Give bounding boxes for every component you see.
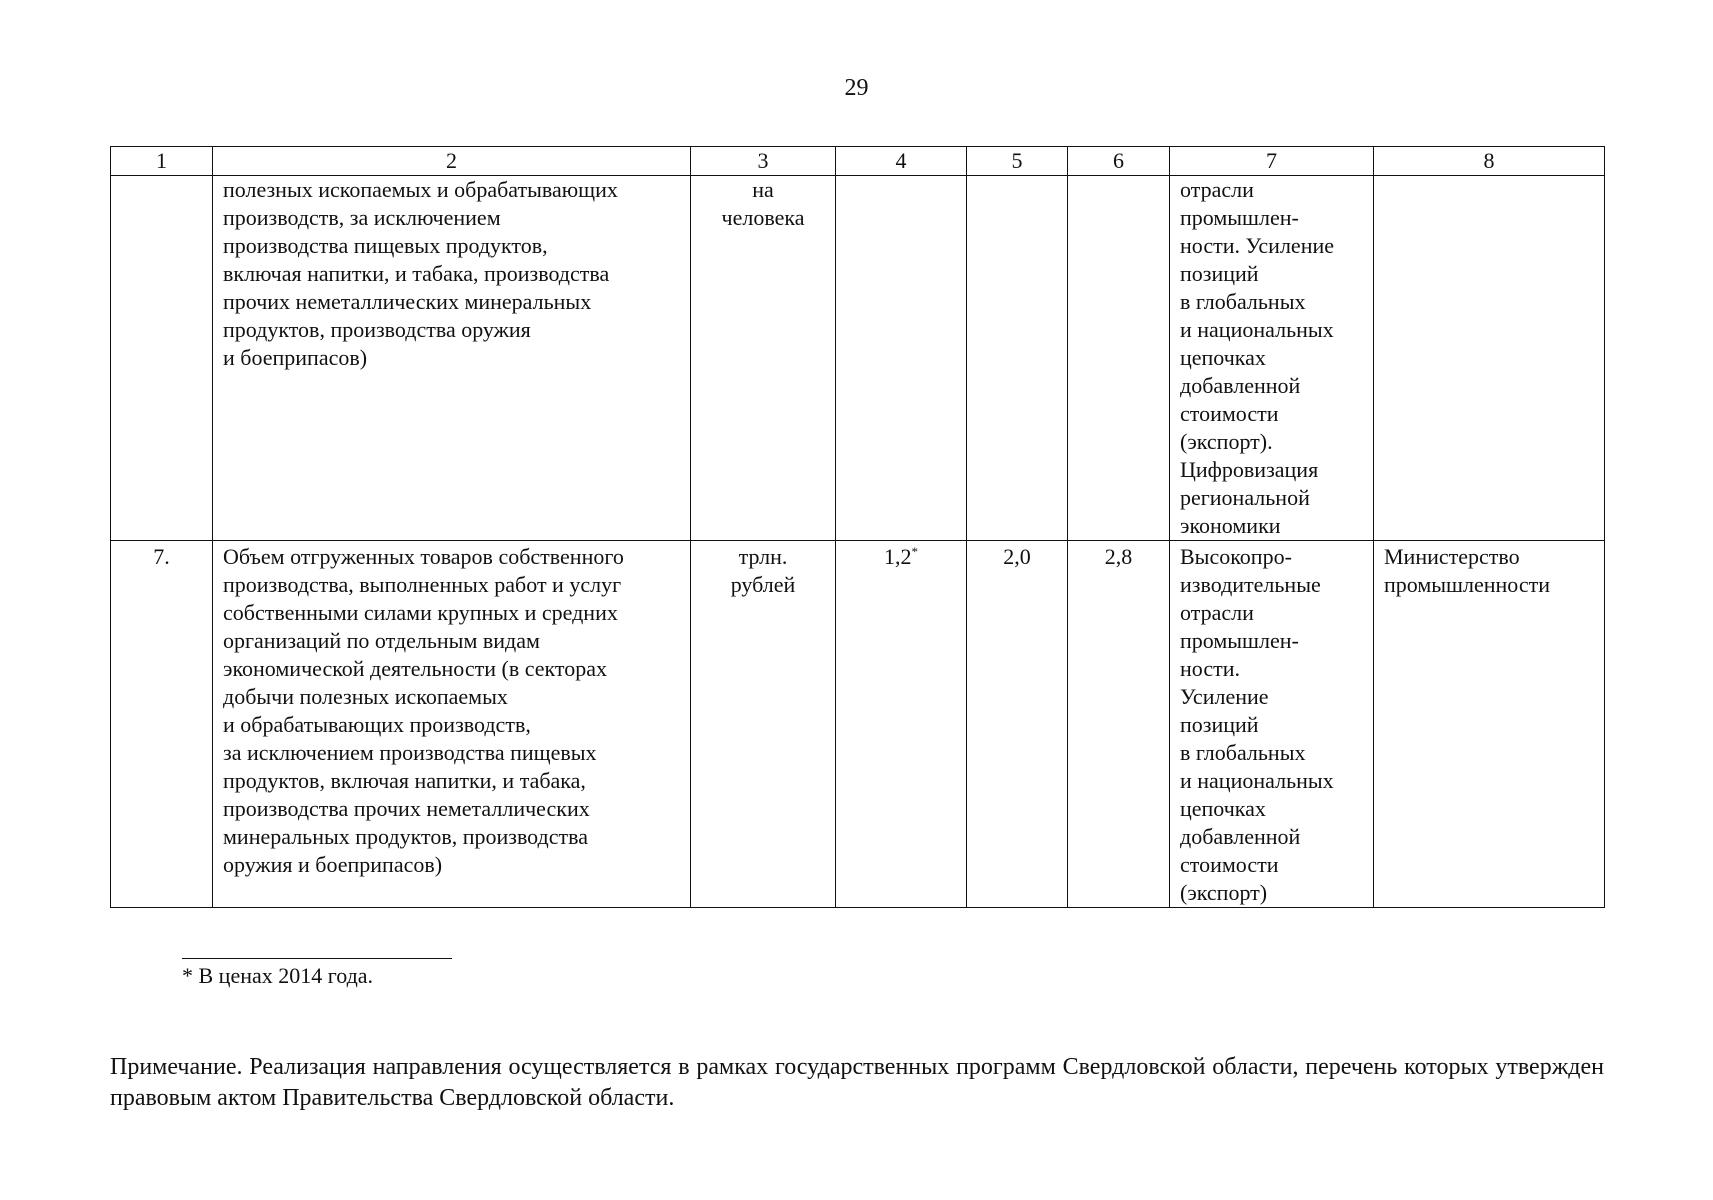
column-header-3: 3 [691,147,836,176]
value-col5: 2,0 [1003,544,1031,569]
column-header-8: 8 [1374,147,1605,176]
row-number-cell [111,176,213,541]
responsible-text: Министерство промышленности [1384,544,1550,597]
footnote: * В ценах 2014 года. [182,963,374,988]
direction-text: Высокопро- изводительные отрасли промышлен- ности. Усиление позиций в глобальных и национальных цепочках добавленной стоимости (экспорт) [1180,544,1334,905]
row-number: 7. [153,544,170,569]
direction-text: отрасли промышлен- ности. Усиление позиций в глобальных и национальных цепочках добавленной стоимости (экспорт). Цифровизация региональной экономики [1180,177,1334,538]
value-col5-cell [967,176,1068,541]
column-header-4: 4 [836,147,967,176]
note-paragraph: Примечание. Реализация направления осуществляется в рамках государственных программ Свердловской области, перечень которых утвержден правовым актом Правительства Свердловской области. [110,1054,1604,1111]
value-col6-cell [1068,541,1170,908]
page-number: 29 [844,75,869,101]
unit-cell [691,176,836,541]
column-header-7: 7 [1170,147,1374,176]
value-col4: 1,2 [884,544,912,569]
value-col5-cell [967,541,1068,908]
value-col4-footnote-mark: * [911,544,918,559]
column-header-6: 6 [1068,147,1170,176]
column-header-1: 1 [111,147,213,176]
indicator-cell [213,176,691,541]
indicator-cell [213,541,691,908]
table-row [111,176,1605,541]
value-col4-cell [836,541,967,908]
value-col6-cell [1068,176,1170,541]
direction-cell [1170,541,1374,908]
indicator-text: Объем отгруженных товаров собственного производства, выполненных работ и услуг собственными силами крупных и средних организаций по отдельным видам экономической деятельности (в секторах добычи полезных ископаемых и обрабатывающих производств, за исключением производства пищевых продуктов, включая напитки, и табака, производства прочих неметаллических минеральных продуктов, производства оружия и боеприпасов) [223,544,624,877]
unit-cell [691,541,836,908]
indicator-text: полезных ископаемых и обрабатывающих производств, за исключением производства пищевых продуктов, включая напитки, и табака, производства прочих неметаллических минеральных продуктов, производства оружия и боеприпасов) [223,177,618,370]
row-number-cell [111,541,213,908]
direction-cell [1170,176,1374,541]
table-row [111,541,1605,908]
column-number-row [111,147,1605,176]
unit-text: трлн. рублей [730,544,796,597]
value-col6: 2,8 [1104,544,1133,569]
responsible-cell [1374,176,1605,541]
column-header-2: 2 [213,147,691,176]
responsible-cell [1374,541,1605,908]
footnote-divider [182,958,452,959]
column-header-5: 5 [967,147,1068,176]
value-col4-cell [836,176,967,541]
indicators-table [110,146,1605,908]
unit-text: на человека [721,177,805,230]
